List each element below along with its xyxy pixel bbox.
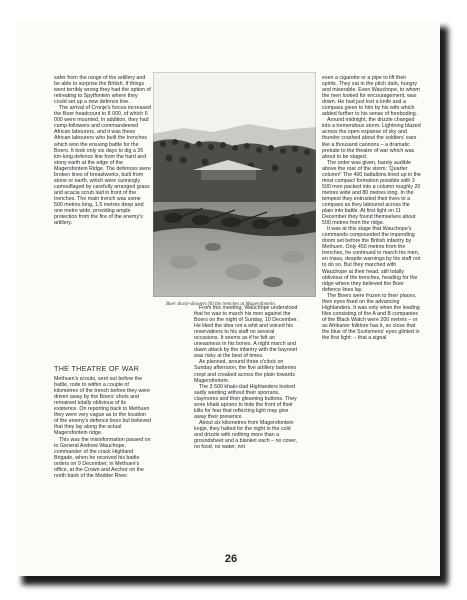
paragraph: It was at this stage that Wauchope's commands compounded the impending doom set before the British infantry by Methuen. Only 450 metres from the trenches, he continued to march his men, en mass, despite warnings by his staff not to do so. But they marched with Wauchope at their head, still totally oblivious of the trenches, heading for the ridge where they believed the Boer defence lines lay. <box>322 226 421 293</box>
paragraph: The 3 500 khaki-clad Highlanders looked sadly wanting without their sporrans, claymores and their gleaming buttons. They wore khaki aprons to hide the front of their kilts for fear that reflecting light may give away their presence. <box>194 383 297 420</box>
column-1 <box>54 75 151 226</box>
book-page <box>16 20 440 576</box>
column-2 <box>194 305 298 450</box>
paragraph: Around midnight, the drizzle changed into a tremendous storm. Lightning blazed across the open expanse of sky and thunder crashed about the soldiers' ears like a thousand cannons – a dramatic prelude to the theatre of war which was about to be staged. <box>322 117 421 160</box>
paragraph: safer from the range of the artillery and be able to surprise the British. If things went terribly wrong they had the option of retreating to Spytfontein where they could set up a new defence line. <box>54 75 151 106</box>
paragraph: The order was given, barely audible above the roar of the storm: 'Quarter column!' The 400 battalions lined up in the most compact formation possible with 3 500 men packed into a column roughly 20 metres wide and 80 metres long. In the tempest they entrusted their lives to a compass as they laboured across the plain into battle. At first light on 11 December they found themselves about 500 metres from the ridge. <box>322 159 421 227</box>
historical-photo <box>153 72 316 297</box>
photo-caption: Boer sharp-shooters fill the trenches at Magersfontein. <box>166 302 276 307</box>
paragraph: As planned, around three o'clock on Sunday afternoon, the five artillery batteries crept and creaked across the plain towards Magersfontein. <box>194 359 297 384</box>
paragraph: About six kilometres from Magersfontein kopje, they halted for the night in the cold and drizzle with nothing more than a groundsheet and a blanket each – no cover, no food, no water, not <box>194 419 298 451</box>
page-number: 26 <box>224 553 238 565</box>
paragraph: The arrival of Cronje's forces increased the Boer headcount to 8 000, of which 6 000 were mounted. In addition, they had camp-followers and commandeered African labourers, and it was these African labourers who built the trenches which won the ensuing battle for the Boers. It took only six days to dig a 26 km-long defence line from the hard and stony earth at the edge of the Magersfontein Ridge. The defences were broken lines of breastworks, built from stone or earth, which were cunningly camouflaged by carefully arranged grass and acacia scrub laid in front of the trenches. The main trench was some 500 metres long, 1,5 metres deep and one metre wide, providing ample protection from the fire of the enemy's artillery. <box>54 105 151 227</box>
column-3 <box>322 75 422 341</box>
column-1-lower <box>54 366 151 479</box>
paragraph: This was the misinformation passed on to General Andrew Wauchope, commander of the crack Highland Brigade, when he received his battle orders on 9 December, in Methuen's office, at the Crown and Anchor on the north bank of the Modder River. <box>54 436 151 479</box>
paragraph: even a cigarette or a pipe to lift their spirits. They sat in the pitch dark, hungry and miserable. Even Wauchope, to whom the men looked for encouragement, was down. He had just lost a knife and a compass given to him by his wife which added further to his sense of foreboding. <box>322 75 420 118</box>
paragraph: The Boers were frozen to their places, their eyes fixed on the advancing Highlanders. It was only when the leading files consisting of the A and B companies of the Black Watch were 200 metres – or as Afrikaner folklore has it, so close that the blue of the Scotsmens' eyes glinted in the first light: – that a signal <box>322 292 420 342</box>
paragraph: Methuen's scouts, sent out before the battle, rode to within a couple of kilometres of the trench before they were driven away by the Boers' shots and remained totally oblivious of its existence. On reporting back to Methuen they were very vague as to the location of the enemy's defence lines but believed that they lay along the actual Magersfontein ridge. <box>54 376 152 437</box>
paragraph: From this meeting, Wauchope understood that he was to march his men against the Boers on the night of Sunday, 10 December. He liked the idea not a whit and voiced his reservations to his staff on several occasions. It seems as if he felt an uneasiness in his bones. A night march and dawn attack by the infantry with the bayonet was risky at the best of times. <box>194 305 298 360</box>
section-heading: THE THEATRE OF WAR <box>54 364 140 373</box>
